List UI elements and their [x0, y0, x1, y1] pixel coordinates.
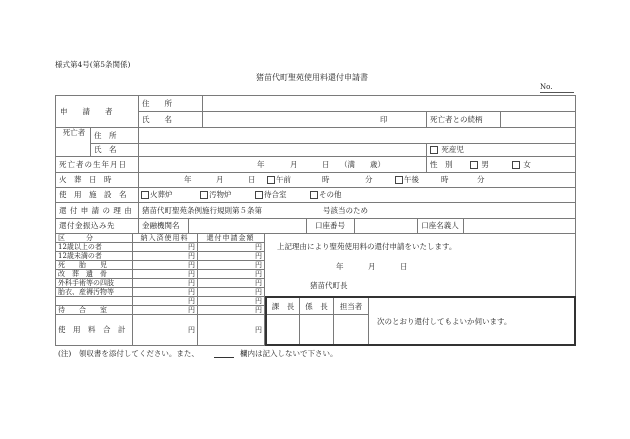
option-label: その他: [319, 190, 342, 199]
checkbox-icon: [430, 145, 439, 154]
deceased-address-label: 住 所: [94, 130, 117, 140]
checkbox-icon: [470, 160, 479, 169]
fee-paid[interactable]: 円: [188, 296, 195, 305]
addressee: 猪苗代町長: [310, 281, 348, 290]
cremation-month-unit: 月: [216, 175, 224, 184]
male-checkbox[interactable]: [470, 156, 489, 172]
fee-category: 死 胎 児: [58, 260, 107, 269]
fee-paid[interactable]: 円: [188, 278, 195, 287]
deceased-label: 死亡者: [62, 128, 86, 137]
pm-hour-unit: 時: [441, 175, 449, 184]
birthdate-label: 死亡者の生年月日: [59, 159, 127, 169]
form-number: 様式第4号(第5条関係): [55, 60, 131, 69]
section-chief-label: 課 長: [271, 301, 295, 311]
declaration-day-unit: 日: [400, 262, 408, 271]
declaration-year-unit: 年: [336, 262, 344, 271]
fee-paid[interactable]: 円: [188, 269, 195, 278]
checkbox-icon: [255, 190, 264, 199]
cremation-year-unit: 年: [184, 175, 192, 184]
fee-refund[interactable]: 円: [255, 305, 262, 314]
fee-category: 待 合 室: [58, 305, 107, 314]
cremation-day-unit: 日: [248, 175, 256, 184]
fee-total-label: 使 用 料 合 計: [58, 325, 126, 334]
fee-paid[interactable]: 円: [188, 242, 195, 251]
account-number-field[interactable]: [355, 219, 416, 232]
subsection-chief-stamp[interactable]: [300, 315, 332, 344]
am-checkbox[interactable]: [267, 172, 291, 187]
deceased-name-label: 氏 名: [94, 145, 117, 154]
section-chief-stamp[interactable]: [268, 315, 298, 344]
stillborn-label: 死産児: [441, 145, 464, 154]
fee-paid[interactable]: 円: [188, 251, 195, 260]
fee-category: 外科手術等の四肢: [58, 278, 114, 287]
applicant-label-text: 申 請 者: [60, 106, 113, 116]
fee-header-refund: 還付申請金額: [206, 233, 255, 242]
sex-label: 性 別: [430, 159, 453, 169]
checkbox-icon: [395, 175, 404, 184]
fee-refund[interactable]: 円: [255, 260, 262, 269]
document-number: No.: [540, 84, 574, 93]
age-field[interactable]: （満 歳）: [340, 159, 385, 169]
account-number-label: 口座番号: [315, 221, 345, 230]
deceased-address-field[interactable]: [139, 128, 575, 142]
staff-label: 担当者: [339, 301, 363, 311]
checkbox-icon: [512, 160, 521, 169]
option-label: 火葬炉: [150, 190, 173, 199]
female-checkbox[interactable]: [512, 156, 531, 172]
fee-refund[interactable]: 円: [255, 287, 262, 296]
account-holder-label: 口座名義人: [421, 221, 459, 230]
option-label: 汚物炉: [209, 190, 232, 199]
fee-refund[interactable]: 円: [255, 242, 262, 251]
applicant-name-field[interactable]: [203, 112, 425, 126]
applicant-name-label: 氏 名: [142, 114, 172, 124]
institution-field[interactable]: [189, 219, 305, 232]
checkbox-icon: [267, 175, 276, 184]
institution-label: 金融機関名: [142, 221, 180, 230]
fee-category: 12歳未満の者: [58, 251, 102, 260]
fee-paid[interactable]: 円: [188, 287, 195, 296]
fee-header-paid: 納入済使用料: [140, 233, 189, 242]
thick-box-marker: [214, 357, 234, 358]
account-holder-field[interactable]: [464, 219, 574, 232]
footnote-suffix: 欄内は記入しないで下さい。: [240, 349, 338, 358]
pm-minute-unit: 分: [477, 175, 485, 184]
applicant-address-label: 住 所: [142, 98, 172, 108]
checkbox-icon: [200, 190, 209, 199]
female-label: 女: [523, 159, 531, 169]
fee-category: 胎衣、産褥汚物等: [58, 287, 114, 296]
fee-refund[interactable]: 円: [255, 251, 262, 260]
am-hour-unit: 時: [322, 175, 330, 184]
fee-refund[interactable]: 円: [255, 296, 262, 305]
bank-label: 還付金振込み先: [59, 221, 115, 230]
option-label: 待合室: [264, 190, 287, 199]
am-label: 午前: [276, 175, 291, 184]
fee-paid[interactable]: 円: [188, 260, 195, 269]
facility-option-other[interactable]: [310, 187, 342, 202]
page-title: 猪苗代町聖苑使用料還付申請書: [256, 73, 368, 82]
declaration-text: 上記理由により聖苑使用料の還付申請をいたします。: [277, 242, 457, 251]
cremation-date-label: 火 葬 日 時: [59, 175, 112, 184]
relation-field[interactable]: [501, 112, 574, 126]
reason-label: 還 付 申 請 の 理 由: [59, 205, 133, 215]
birth-year-unit: 年: [257, 159, 265, 169]
pm-label: 午後: [404, 175, 419, 184]
pm-checkbox[interactable]: [395, 172, 419, 187]
checkbox-icon: [141, 190, 150, 199]
deceased-name-field[interactable]: [139, 144, 425, 155]
declaration-month-unit: 月: [368, 262, 376, 271]
facility-option-crematory[interactable]: [141, 187, 173, 202]
subsection-chief-label: 係 長: [305, 301, 328, 311]
staff-stamp[interactable]: [334, 315, 367, 344]
fee-total-refund[interactable]: 円: [255, 325, 262, 334]
male-label: 男: [481, 159, 489, 169]
fee-paid[interactable]: 円: [188, 305, 195, 314]
reason-suffix: 号該当のため: [323, 205, 368, 215]
reason-article-field[interactable]: [303, 202, 323, 218]
relation-label: 死亡者との続柄: [430, 114, 483, 124]
fee-category: 12歳以上の者: [58, 242, 102, 251]
fee-total-paid[interactable]: 円: [188, 325, 195, 334]
facility-option-waste-furnace[interactable]: [200, 187, 232, 202]
approval-note: 次のとおり還付してもよいか伺います。: [377, 317, 512, 326]
reason-text: 猪苗代町聖苑条例施行規則第５条第: [142, 205, 262, 215]
facility-option-waiting-room[interactable]: [255, 187, 287, 202]
facility-label: 使 用 施 設 名: [59, 190, 127, 199]
footnote-prefix: (注) 領収書を添付してください。また、: [58, 349, 199, 358]
checkbox-icon: [310, 190, 319, 199]
am-minute-unit: 分: [365, 175, 373, 184]
stillborn-checkbox[interactable]: [430, 143, 464, 156]
fee-refund[interactable]: 円: [255, 269, 262, 278]
applicant-label: [60, 95, 134, 127]
birth-day-unit: 日: [322, 159, 330, 169]
applicant-address-field[interactable]: [203, 96, 575, 110]
seal-mark: 印: [380, 114, 388, 124]
birth-month-unit: 月: [290, 159, 298, 169]
fee-header-category: 区 分: [58, 233, 93, 242]
fee-category: 改 葬 遺 骨: [58, 269, 107, 278]
fee-refund[interactable]: 円: [255, 278, 262, 287]
